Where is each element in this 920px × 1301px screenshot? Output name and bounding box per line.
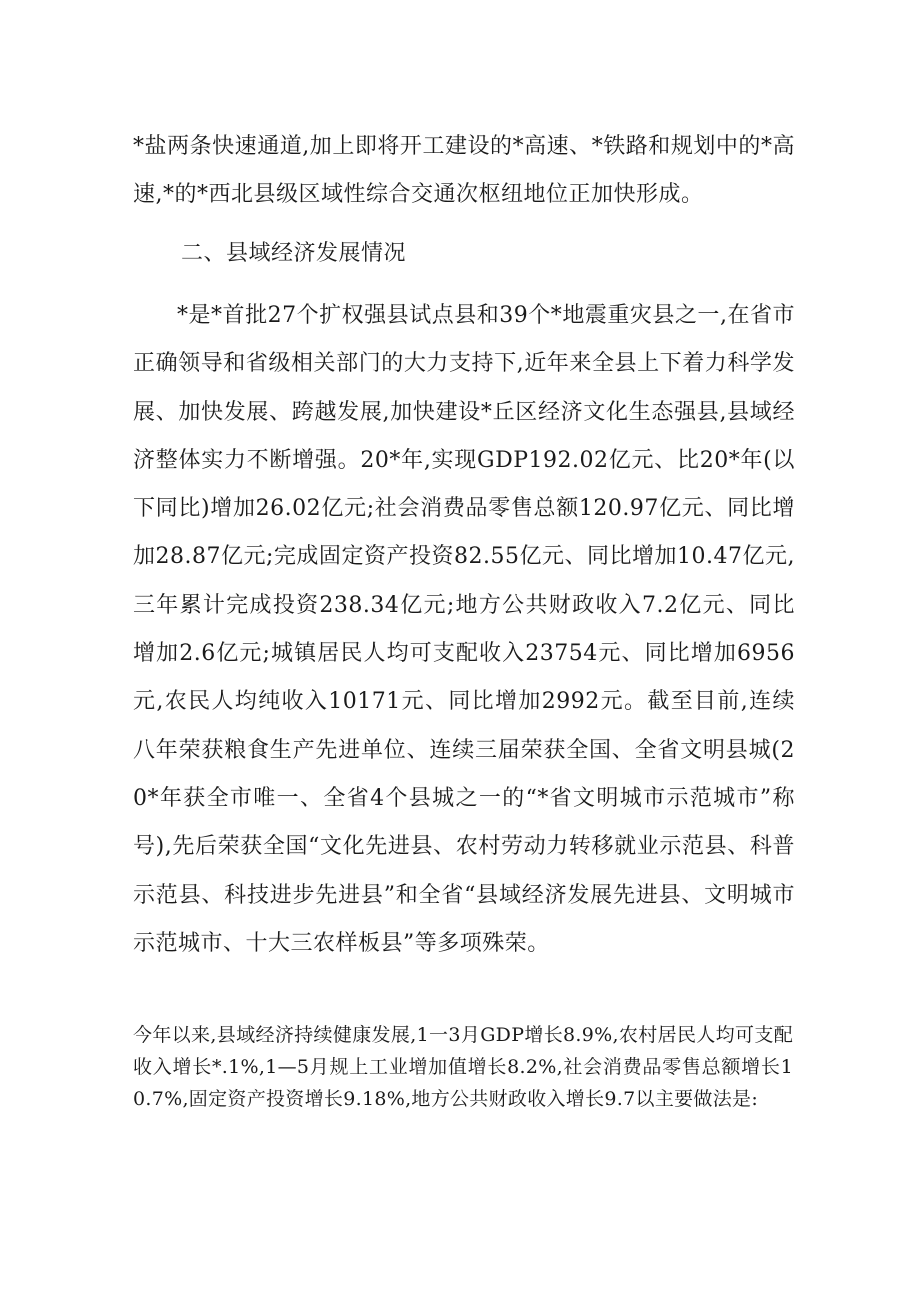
section-heading: 二、县域经济发展情况 xyxy=(181,241,407,266)
paragraph-economy-overview: *是*首批27个扩权强县试点县和39个*地震重灾县之一,在省市正确领导和省级相关部门的大力支持下,近年来全县上下着力科学发展、加快发展、跨越发展,加快建设*丘区经济文化生态强县,县域经济整体实力不断增强。20*年,实现GDP192.02亿元、比20*年(以下同比)增加26.02亿元;社会消费品零售总额120.97亿元、同比增加28.87亿元;完成固定资产投资82.55亿元、同比增加10.47亿元,三年累计完成投资238.34亿元;地方公共财政收入7.2亿元、同比增加2.6亿元;城镇居民人均可支配收入23754元、同比增加6956元,农民人均纯收入10171元、同比增加2992元。截至目前,连续八年荣获粮食生产先进单位、连续三届荣获全国、全省文明县城(20*年获全市唯一、全省4个县城之一的“*省文明城市示范城市”称号),先后荣获全国“文化先进县、农村劳动力转移就业示范县、科普示范县、科技进步先进县”和全省“县域经济发展先进县、文明城市示范城市、十大三农样板县”等多项殊荣。 xyxy=(133,303,795,956)
paragraph-current-year: 今年以来,县域经济持续健康发展,1一3月GDP增长8.9%,农村居民人均可支配收入增长*.1%,1—5月规上工业增加值增长8.2%,社会消费品零售总额增长10.7%,固定资产投资增长9.18%,地方公共财政收入增长9.7以主要做法是: xyxy=(133,1024,793,1110)
paragraph-transport: *盐两条快速通道,加上即将开工建设的*高速、*铁路和规划中的*高速,*的*西北县级区域性综合交通次枢纽地位正加快形成。 xyxy=(133,134,795,208)
